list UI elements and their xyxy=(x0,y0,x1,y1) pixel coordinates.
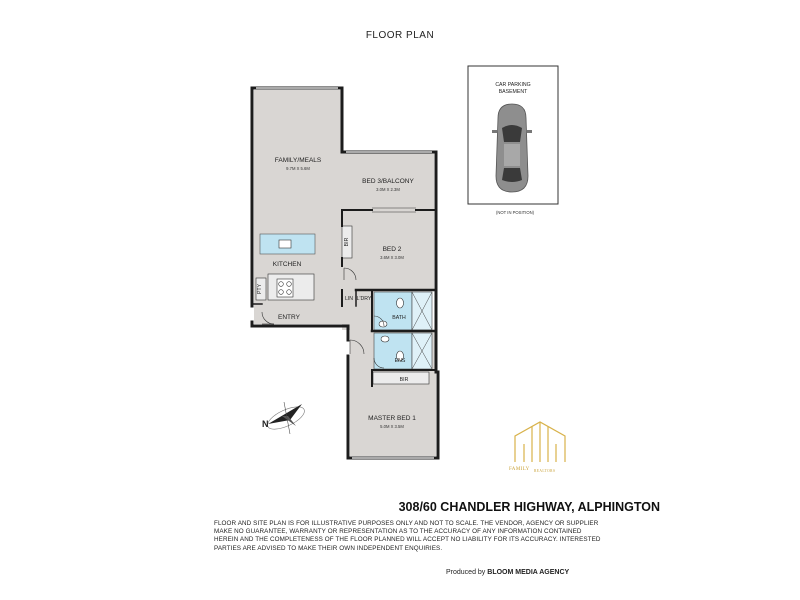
logo-line2: REALTORS xyxy=(534,469,556,473)
property-address xyxy=(0,500,660,514)
produced-prefix: Produced by xyxy=(446,569,486,576)
entry-label: ENTRY xyxy=(278,314,300,321)
sink-icon xyxy=(279,240,291,248)
toilet-icon xyxy=(397,298,404,308)
master-dims: 5.0M X 3.5M xyxy=(380,424,404,429)
address-text: 308/60 CHANDLER HIGHWAY, ALPHINGTON xyxy=(398,500,660,514)
bath-label: BATH xyxy=(392,315,406,321)
compass-letter: N xyxy=(262,419,269,429)
pty-label: PTY xyxy=(257,283,263,295)
ldry-label: L'DRY xyxy=(356,296,372,302)
bed3-dims: 3.0M X 2.3M xyxy=(376,187,400,192)
logo-line1: FAMILY xyxy=(509,467,530,472)
bir-master-label: BIR xyxy=(399,377,409,383)
kitchen-label: KITCHEN xyxy=(272,261,302,268)
master-label: MASTER BED 1 xyxy=(368,415,416,422)
ens-label: ENS xyxy=(394,358,406,364)
produced-by xyxy=(446,569,569,576)
bed2-dims: 3.6M X 3.0M xyxy=(380,255,404,260)
family-dims: 9.7M X 5.6M xyxy=(286,166,310,171)
lin-label: LIN xyxy=(344,296,354,302)
disclaimer-text: FLOOR AND SITE PLAN IS FOR ILLUSTRATIVE PURPOSES ONLY AND NOT TO SCALE. THE VENDOR, AGENCY OR SUPPLIER MAKE NO GUARANTEE, WARRANTY OR REPRESENTATION AS TO THE ACCURACY OF ANY INFORMATION CONTAINED HEREIN AND THE COMPLETENESS OF THE FLOOR PLANNED WILL ACCEPT NO LIABILITY FOR ITS ACCURACY. INTERESTED PARTIES ARE ADVISED TO MAKE THEIR OWN INDEPENDENT ENQUIRIES. xyxy=(214,520,601,552)
bed2-label: BED 2 xyxy=(382,246,402,253)
floor-fill xyxy=(254,90,436,456)
bir-bed2-label: BIR xyxy=(344,237,350,247)
compass-icon xyxy=(262,402,308,434)
ensuite-area xyxy=(374,333,412,369)
bed3-label: BED 3/BALCONY xyxy=(362,178,414,185)
family-realtors-logo xyxy=(509,422,565,473)
basin-icon xyxy=(381,336,389,342)
parking-label-line1: CAR PARKING xyxy=(495,82,531,88)
car-icon xyxy=(492,104,532,192)
cooktop-icon xyxy=(277,279,293,297)
parking-note: (NOT IN POSITION) xyxy=(495,210,535,215)
family-label: FAMILY/MEALS xyxy=(274,157,322,164)
produced-agency: BLOOM MEDIA AGENCY xyxy=(487,569,570,576)
parking-label-line2: BASEMENT xyxy=(498,89,528,95)
page-title: FLOOR PLAN xyxy=(365,30,435,41)
